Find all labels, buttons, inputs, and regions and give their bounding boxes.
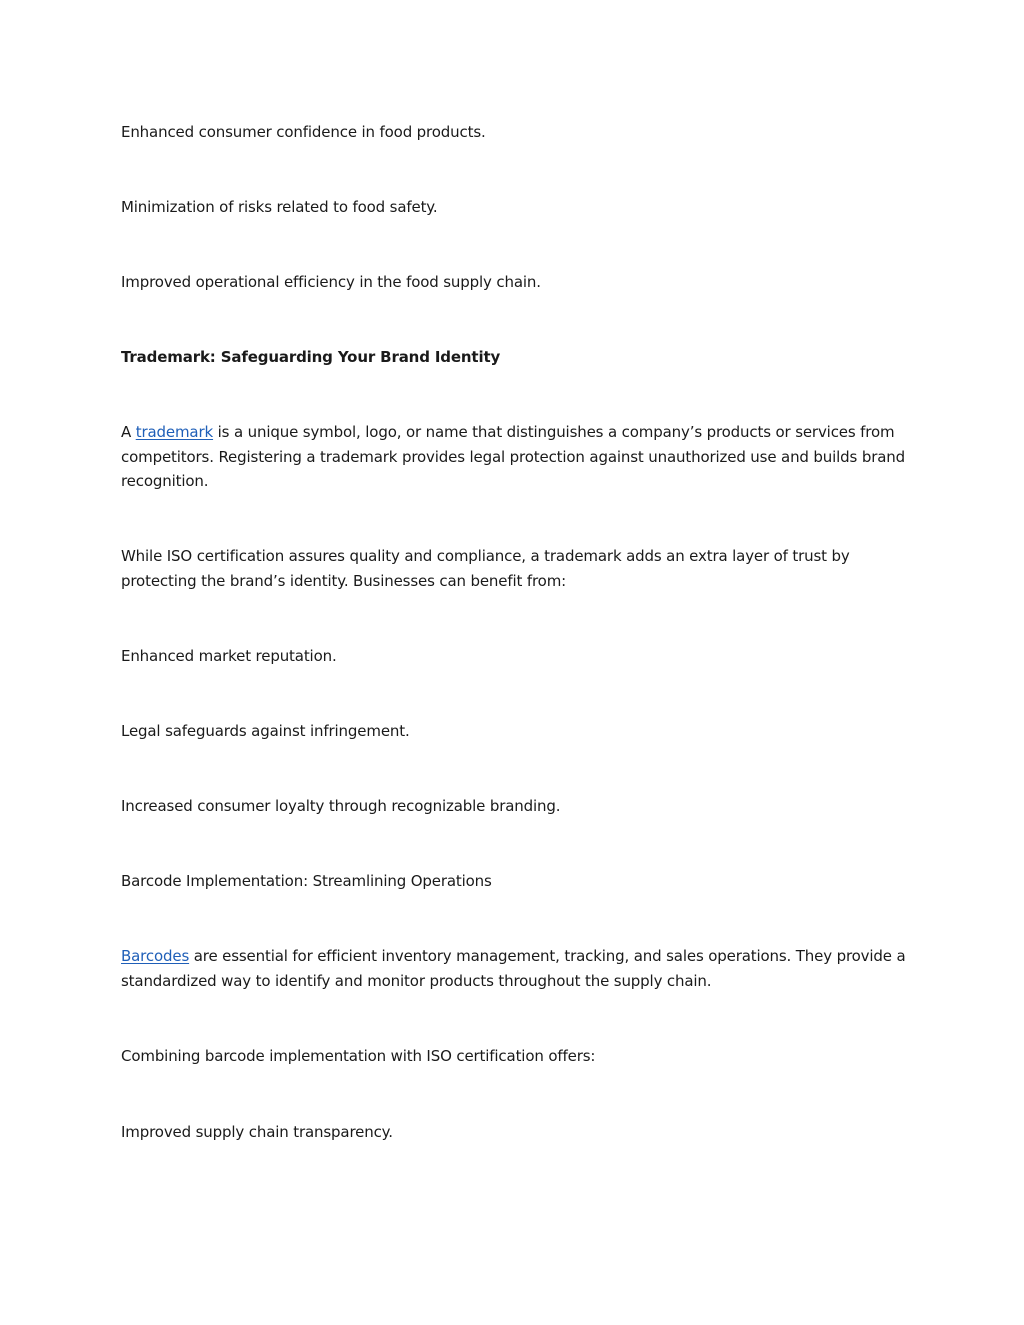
- trademark-text-after: is a unique symbol, logo, or name that distinguishes a company’s products or services from competitors. Registering a trademark provides legal protection against unauthorized use and builds brand recognition.: [121, 423, 905, 490]
- paragraph-operational-efficiency: Improved operational efficiency in the food supply chain.: [121, 273, 541, 291]
- paragraph-legal-safeguards: Legal safeguards against infringement.: [121, 722, 410, 740]
- trademark-text-before: A: [121, 423, 136, 441]
- paragraph-iso-trademark: While ISO certification assures quality and compliance, a trademark adds an extra layer of trust by protecting the brand’s identity. Businesses can benefit from:: [121, 547, 850, 590]
- paragraph-risk-minimization: Minimization of risks related to food safety.: [121, 198, 438, 216]
- paragraph-supply-chain-transparency: Improved supply chain transparency.: [121, 1123, 393, 1141]
- paragraph-barcode-definition: [121, 944, 906, 993]
- trademark-link[interactable]: trademark: [135, 423, 214, 441]
- paragraph-consumer-loyalty: Increased consumer loyalty through recognizable branding.: [121, 797, 561, 815]
- barcode-text-after: are essential for efficient inventory management, tracking, and sales operations. They provide a standardized way to identify and monitor products throughout the supply chain.: [121, 947, 906, 990]
- paragraph-consumer-confidence: Enhanced consumer confidence in food products.: [121, 123, 486, 141]
- paragraph-market-reputation: Enhanced market reputation.: [121, 647, 337, 665]
- heading-barcode: Barcode Implementation: Streamlining Operations: [121, 872, 492, 890]
- heading-trademark: Trademark: Safeguarding Your Brand Identity: [121, 348, 501, 366]
- barcodes-link[interactable]: Barcodes: [121, 947, 190, 965]
- paragraph-combining-barcode-iso: Combining barcode implementation with ISO certification offers:: [121, 1047, 596, 1065]
- paragraph-trademark-definition: [121, 420, 906, 494]
